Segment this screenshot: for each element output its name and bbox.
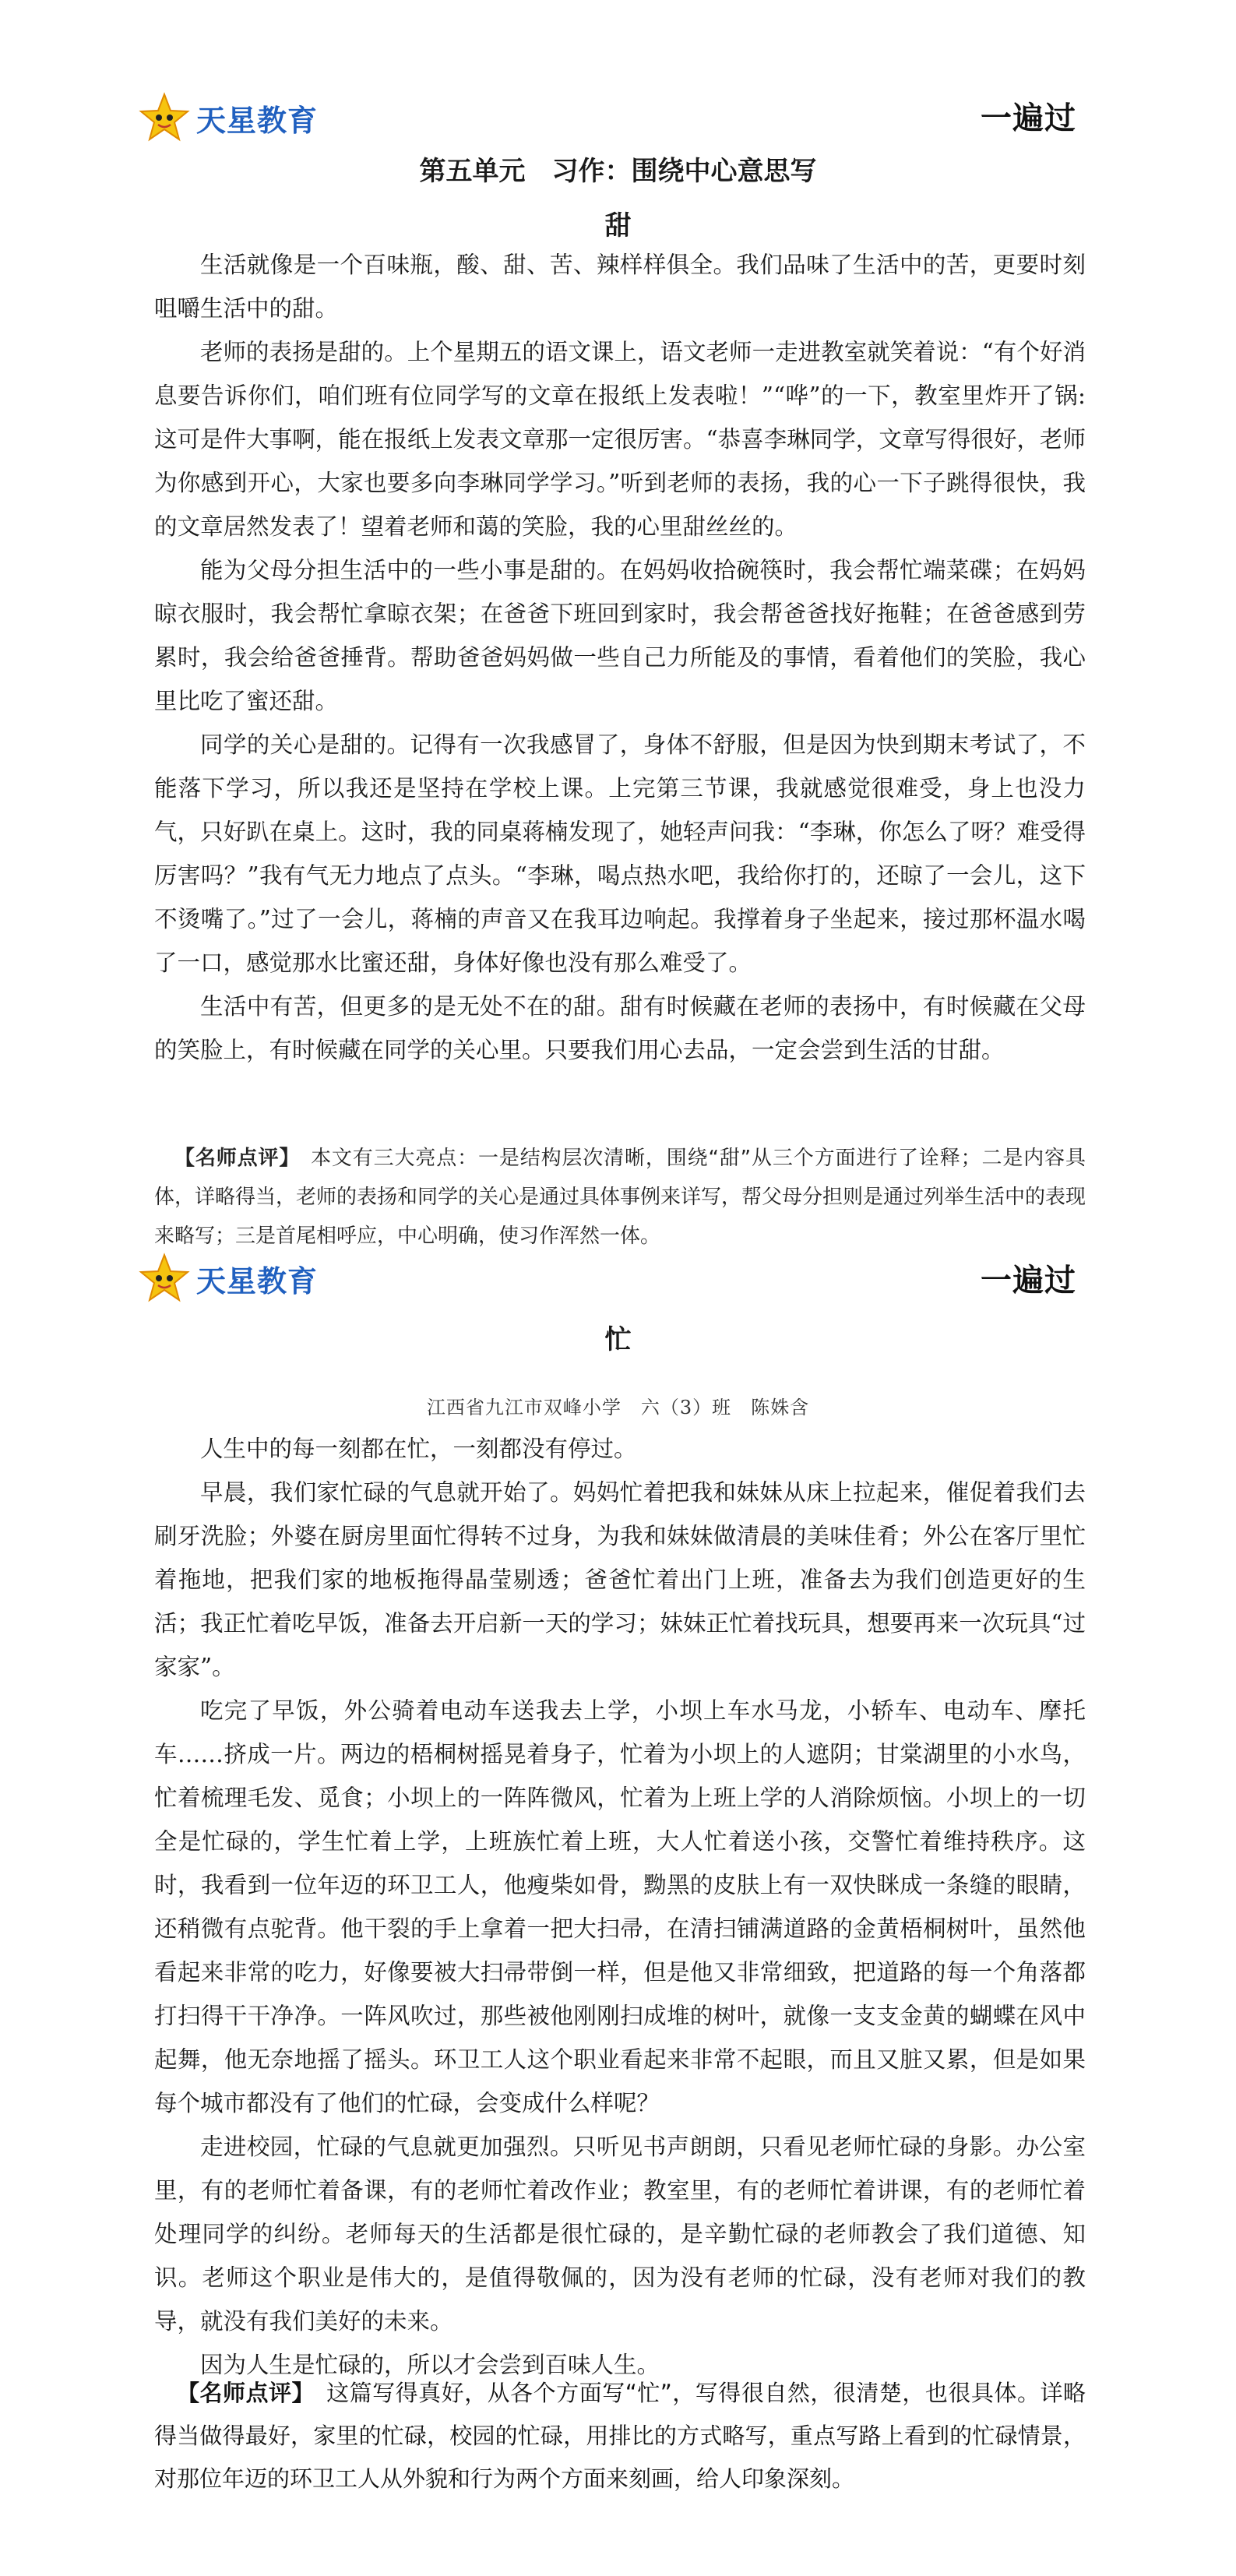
teacher-comment-busy (154, 2372, 1086, 2500)
teacher-comment-sweet (154, 1139, 1086, 1256)
paragraph: 早晨，我们家忙碌的气息就开始了。妈妈忙着把我和妹妹从床上拉起来，催促着我们去刷牙洗脸；外婆在厨房里面忙得转不过身，为我和妹妹做清晨的美味佳肴；外公在客厅里忙着拖地，把我们家的地板拖得晶莹剔透；爸爸忙着出门上班，准备去为我们创造更好的生活；我正忙着吃早饭，准备去开启新一天的学习；妹妹正忙着找玩具，想要再来一次玩具“过家家”。 (154, 1479, 1086, 1680)
paragraph: 同学的关心是甜的。记得有一次我感冒了，身体不舒服，但是因为快到期末考试了，不能落下学习，所以我还是坚持在学校上课。上完第三节课，我就感觉很难受，身上也没力气，只好趴在桌上。这时，我的同桌蒋楠发现了，她轻声问我：“李琳，你怎么了呀？难受得厉害吗？”我有气无力地点了点头。“李琳，喝点热水吧，我给你打的，还晾了一会儿，这下不烫嘴了。”过了一会儿，蒋楠的声音又在我耳边响起。我撑着身子坐起来，接过那杯温水喝了一口，感觉那水比蜜还甜，身体好像也没有那么难受了。 (154, 731, 1086, 976)
essay-body-busy (154, 1427, 1086, 2387)
paragraph: 老师的表扬是甜的。上个星期五的语文课上，语文老师一走进教室就笑着说：“有个好消息要告诉你们，咱们班有位同学写的文章在报纸上发表啦！”“哗”的一下，教室里炸开了锅:这可是件大事啊，能在报纸上发表文章那一定很厉害。“恭喜李琳同学，文章写得很好，老师为你感到开心，大家也要多向李琳同学学习。”听到老师的表扬，我的心一下子跳得很快，我的文章居然发表了！望着老师和蔼的笑脸，我的心里甜丝丝的。 (154, 339, 1086, 540)
paragraph: 生活就像是一个百味瓶，酸、甜、苦、辣样样俱全。我们品味了生活中的苦，更要时刻咀嚼生活中的甜。 (154, 252, 1086, 322)
paragraph: 因为人生是忙碌的，所以才会尝到百味人生。 (200, 2352, 660, 2378)
logo (139, 92, 318, 143)
unit-title: 第五单元 习作：围绕中心意思写 (419, 156, 817, 187)
comment-text: 这篇写得真好，从各个方面写“忙”，写得很自然，很清楚，也很具体。详略得当做得最好，家里的忙碌，校园的忙碌，用排比的方式略写，重点写路上看到的忙碌情景，对那位年迈的环卫工人从外貌和行为两个方面来刻画，给人印象深刻。 (154, 2380, 1086, 2492)
comment-label: 【名师点评】 (177, 2380, 304, 2406)
paragraph: 吃完了早饭，外公骑着电动车送我去上学，小坝上车水马龙，小轿车、电动车、摩托车……挤成一片。两边的梧桐树摇晃着身子，忙着为小坝上的人遮阴；甘棠湖里的小水鸟，忙着梳理毛发、觅食；小坝上的一阵阵微风，忙着为上班上学的人消除烦恼。小坝上的一切全是忙碌的，学生忙着上学，上班族忙着上班，大人忙着送小孩，交警忙着维持秩序。这时，我看到一位年迈的环卫工人，他瘦柴如骨，黝黑的皮肤上有一双快眯成一条缝的眼睛，还稍微有点驼背。他干裂的手上拿着一把大扫帚，在清扫铺满道路的金黄梧桐树叶，虽然他看起来非常的吃力，好像要被大扫帚带倒一样，但是他又非常细致，把道路的每一个角落都打扫得干干净净。一阵风吹过，那些被他刚刚扫成堆的树叶，就像一支支金黄的蝴蝶在风中起舞，他无奈地摇了摇头。环卫工人这个职业看起来非常不起眼，而且又脏又累，但是如果每个城市都没有了他们的忙碌，会变成什么样呢？ (154, 1697, 1086, 2116)
logo-text: 天星教育 (196, 1263, 319, 1299)
star-mascot-icon (139, 1253, 190, 1304)
brand-logo (981, 93, 1076, 138)
paragraph: 走进校园，忙碌的气息就更加强烈。只听见书声朗朗，只看见老师忙碌的身影。办公室里，有的老师忙着备课，有的老师忙着改作业；教室里，有的老师忙着讲课，有的老师忙着处理同学的纠纷。老师每天的生活都是很忙碌的，是辛勤忙碌的老师教会了我们道德、知识。老师这个职业是伟大的，是值得敬佩的，因为没有老师的忙碌，没有老师对我们的教导，就没有我们美好的未来。 (154, 2134, 1086, 2335)
logo (139, 1253, 318, 1304)
essay-title-busy: 忙 (604, 1324, 632, 1355)
brand-logo (981, 1256, 1076, 1300)
star-mascot-icon (139, 92, 190, 143)
author-line: 江西省九江市双峰小学 六（3）班 陈姝含 (426, 1397, 810, 1418)
brand-text: 一遍过 (981, 1263, 1076, 1299)
essay-title-sweet: 甜 (604, 210, 632, 241)
comment-label: 【名师点评】 (174, 1147, 291, 1170)
paragraph: 人生中的每一刻都在忙，一刻都没有停过。 (200, 1436, 637, 1462)
paragraph: 能为父母分担生活中的一些小事是甜的。在妈妈收拾碗筷时，我会帮忙端菜碟；在妈妈晾衣服时，我会帮忙拿晾衣架；在爸爸下班回到家时，我会帮爸爸找好拖鞋；在爸爸感到劳累时，我会给爸爸捶背。帮助爸爸妈妈做一些自己力所能及的事情，看着他们的笑脸，我心里比吃了蜜还甜。 (154, 557, 1086, 714)
brand-text: 一遍过 (981, 100, 1076, 136)
logo-text: 天星教育 (196, 103, 319, 138)
paragraph: 生活中有苦，但更多的是无处不在的甜。甜有时候藏在老师的表扬中，有时候藏在父母的笑脸上，有时候藏在同学的关心里。只要我们用心去品，一定会尝到生活的甘甜。 (154, 993, 1086, 1063)
comment-text: 本文有三大亮点：一是结构层次清晰，围绕“甜”从三个方面进行了诠释；二是内容具体，详略得当，老师的表扬和同学的关心是通过具体事例来详写，帮父母分担则是通过列举生活中的表现来略写；三是首尾相呼应，中心明确，使习作浑然一体。 (154, 1147, 1086, 1248)
essay-body-sweet (154, 243, 1086, 1072)
